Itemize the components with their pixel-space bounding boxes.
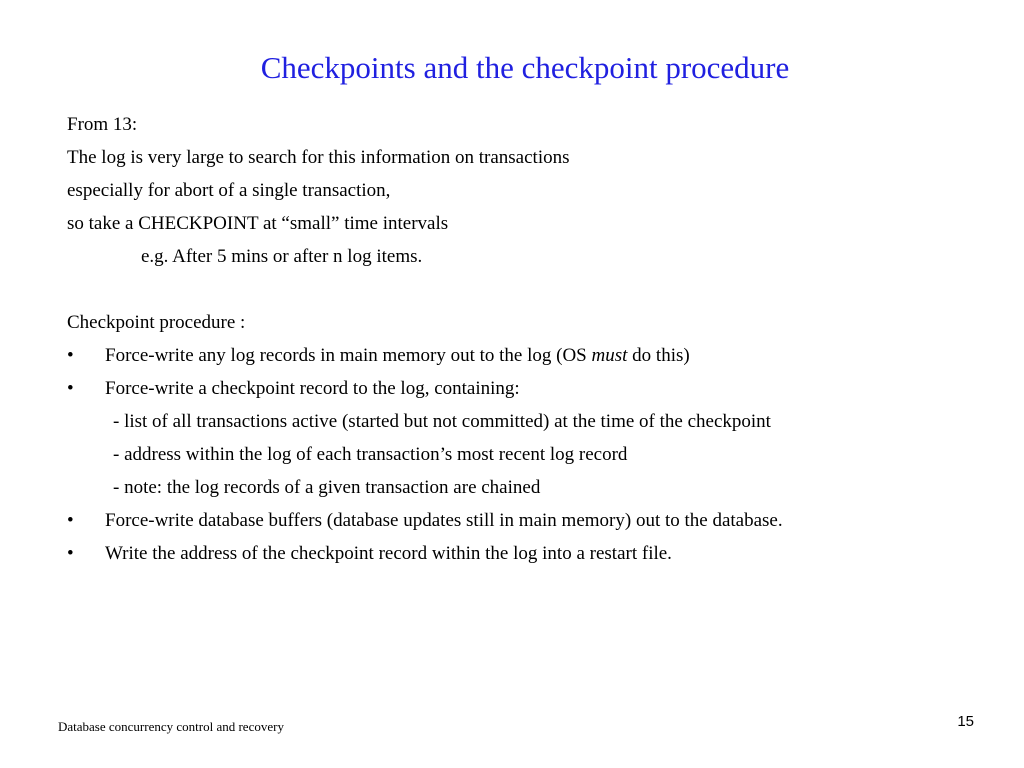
sub-item: - list of all transactions active (started but not committed) at the time of the checkpoint xyxy=(113,411,771,432)
page-number: 15 xyxy=(957,713,974,730)
bullet-icon: • xyxy=(67,510,74,531)
intro-line: especially for abort of a single transaction, xyxy=(67,180,391,201)
procedure-heading: Checkpoint procedure : xyxy=(67,312,246,333)
bullet-text: Write the address of the checkpoint record within the log into a restart file. xyxy=(105,543,672,564)
intro-line: The log is very large to search for this information on transactions xyxy=(67,147,570,168)
bullet-item xyxy=(67,372,987,405)
slide-title: Checkpoints and the checkpoint procedure xyxy=(260,50,790,85)
intro-example: e.g. After 5 mins or after n log items. xyxy=(141,246,423,267)
bullet-item xyxy=(67,537,987,570)
bullet-icon: • xyxy=(67,345,74,366)
footer-text: Database concurrency control and recovery xyxy=(58,719,284,734)
bullet-emphasis: must xyxy=(591,345,628,366)
bullet-icon: • xyxy=(67,543,74,564)
slide-body xyxy=(67,108,987,570)
sub-item: - address within the log of each transaction’s most recent log record xyxy=(113,444,628,465)
bullet-text: Force-write database buffers (database updates still in main memory) out to the database. xyxy=(105,510,783,531)
intro-line: so take a CHECKPOINT at “small” time intervals xyxy=(67,213,449,234)
bullet-icon: • xyxy=(67,378,74,399)
intro-line: From 13: xyxy=(67,114,138,135)
bullet-text-part: Force-write any log records in main memory out to the log (OS xyxy=(105,345,592,366)
bullet-text-part: do this) xyxy=(627,345,690,366)
bullet-item xyxy=(67,504,987,537)
bullet-item xyxy=(67,339,987,372)
bullet-text: Force-write a checkpoint record to the log, containing: xyxy=(105,378,520,399)
paragraph-spacer xyxy=(67,273,987,306)
sub-item: - note: the log records of a given transaction are chained xyxy=(113,477,541,498)
bullet-text xyxy=(105,339,690,372)
